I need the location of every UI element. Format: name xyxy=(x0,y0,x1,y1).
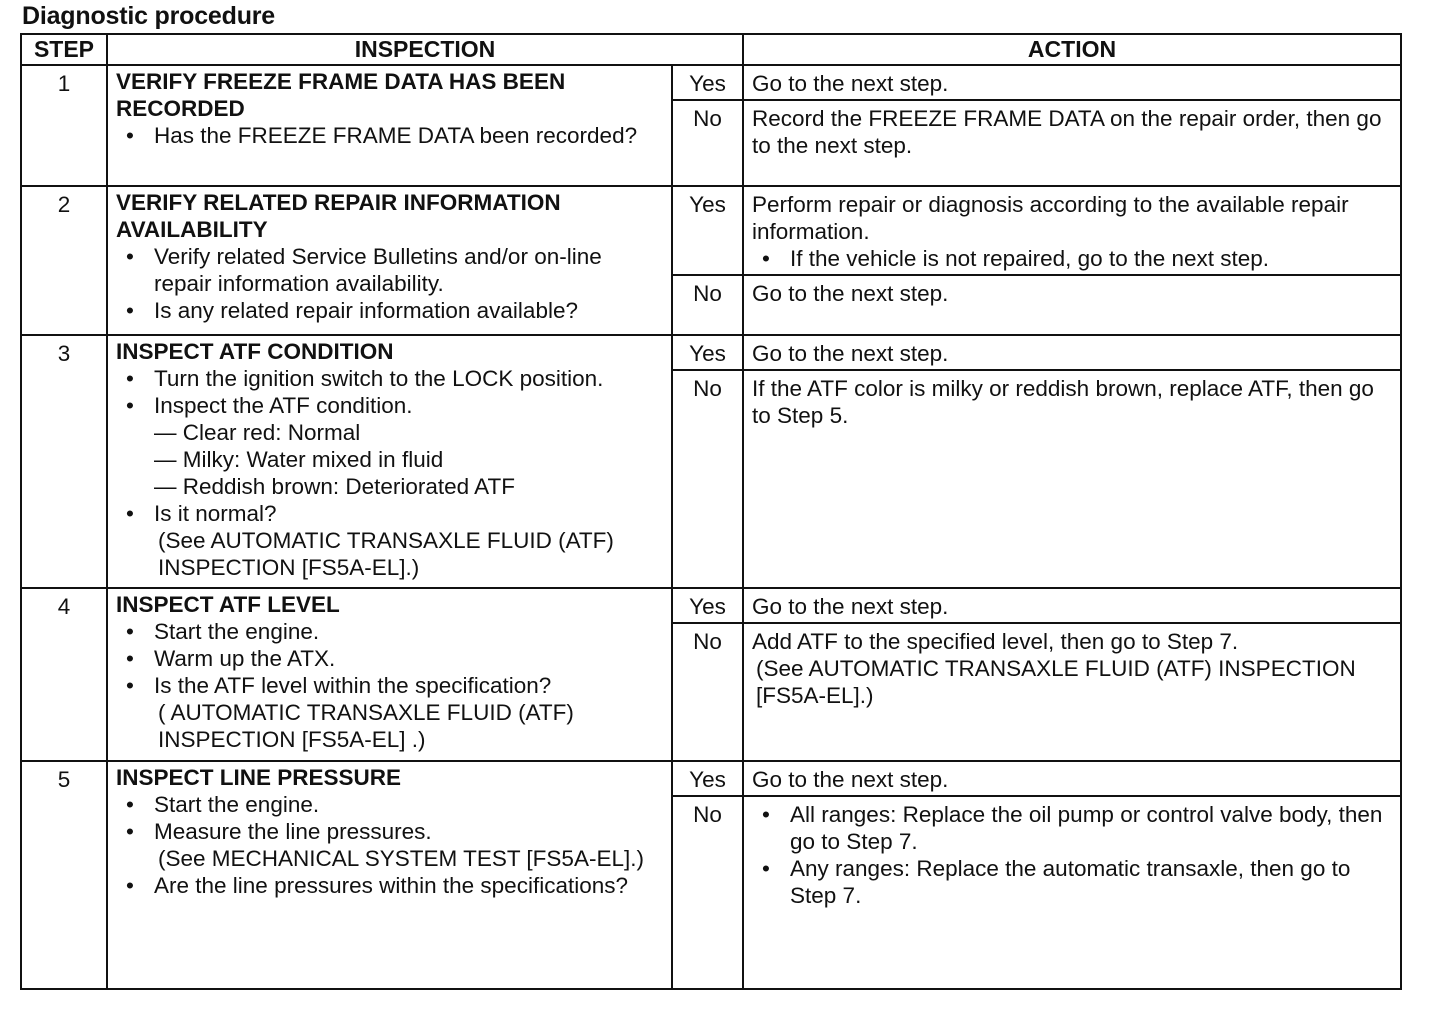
answer-no: No xyxy=(672,370,743,588)
header-step: STEP xyxy=(21,34,107,65)
action-no: Record the FREEZE FRAME DATA on the repair order, then go to the next step. xyxy=(743,100,1401,186)
step-number: 3 xyxy=(21,335,107,588)
inspection-title: VERIFY RELATED REPAIR INFORMATION AVAILABILITY xyxy=(116,190,561,242)
action-bullet: • If the vehicle is not repaired, go to the next step. xyxy=(790,245,1394,272)
answer-no: No xyxy=(672,100,743,186)
inspection-bullet-text: Is it normal? xyxy=(154,501,277,526)
action-no: If the ATF color is milky or reddish brown, replace ATF, then go to Step 5. xyxy=(743,370,1401,588)
action-no xyxy=(743,796,1401,989)
condition-item: — Milky: Water mixed in fluid xyxy=(154,447,444,472)
step-number: 4 xyxy=(21,588,107,761)
inspection-title: INSPECT ATF LEVEL xyxy=(116,592,340,617)
inspection-title: INSPECT ATF CONDITION xyxy=(116,339,394,364)
action-bullet: • Any ranges: Replace the automatic transaxle, then go to Step 7. xyxy=(790,855,1394,909)
action-yes: Go to the next step. xyxy=(743,761,1401,796)
action-yes xyxy=(743,186,1401,275)
inspection-bullet: • Turn the ignition switch to the LOCK position. xyxy=(154,365,665,392)
answer-yes: Yes xyxy=(672,761,743,796)
action-no xyxy=(743,623,1401,761)
answer-yes: Yes xyxy=(672,588,743,623)
reference-note: ( AUTOMATIC TRANSAXLE FLUID (ATF) INSPECTION [FS5A-EL] .) xyxy=(158,700,574,752)
inspection-bullet: • Warm up the ATX. xyxy=(154,645,665,672)
action-yes: Go to the next step. xyxy=(743,588,1401,623)
page-title: Diagnostic procedure xyxy=(22,2,275,30)
inspection-bullet-text: Is the ATF level within the specification? xyxy=(154,673,552,698)
inspection-cell xyxy=(107,335,672,588)
inspection-cell xyxy=(107,761,672,989)
reference-note: (See MECHANICAL SYSTEM TEST [FS5A-EL].) xyxy=(158,846,644,871)
inspection-cell xyxy=(107,588,672,761)
step-number: 2 xyxy=(21,186,107,335)
answer-yes: Yes xyxy=(672,65,743,100)
action-text: Add ATF to the specified level, then go to Step 7. xyxy=(752,629,1239,654)
inspection-bullet: • Is any related repair information available? xyxy=(154,297,665,324)
action-no: Go to the next step. xyxy=(743,275,1401,335)
inspection-cell xyxy=(107,65,672,186)
header-action: ACTION xyxy=(743,34,1401,65)
inspection-bullet-text: Inspect the ATF condition. xyxy=(154,393,413,418)
inspection-bullet xyxy=(154,818,665,872)
answer-yes: Yes xyxy=(672,186,743,275)
inspection-bullet: • Verify related Service Bulletins and/or on-line repair information availability. xyxy=(154,243,665,297)
action-text: Perform repair or diagnosis according to the available repair information. xyxy=(752,192,1349,244)
inspection-bullet: • Start the engine. xyxy=(154,618,665,645)
inspection-bullet xyxy=(154,672,665,753)
condition-item: — Clear red: Normal xyxy=(154,420,361,445)
inspection-bullet: • Start the engine. xyxy=(154,791,665,818)
inspection-bullet-text: Measure the line pressures. xyxy=(154,819,432,844)
step-row xyxy=(21,335,1401,370)
step-number: 5 xyxy=(21,761,107,989)
step-number: 1 xyxy=(21,65,107,186)
step-row xyxy=(21,186,1401,275)
action-yes: Go to the next step. xyxy=(743,335,1401,370)
inspection-bullet xyxy=(154,500,665,581)
header-row xyxy=(21,34,1401,65)
condition-item: — Reddish brown: Deteriorated ATF xyxy=(154,474,515,499)
answer-no: No xyxy=(672,275,743,335)
reference-note: (See AUTOMATIC TRANSAXLE FLUID (ATF) INSPECTION [FS5A-EL].) xyxy=(158,528,614,580)
answer-yes: Yes xyxy=(672,335,743,370)
inspection-bullet: • Are the line pressures within the specifications? xyxy=(154,872,665,899)
inspection-bullet xyxy=(154,392,665,500)
inspection-bullet: • Has the FREEZE FRAME DATA been recorded? xyxy=(154,122,665,149)
answer-no: No xyxy=(672,796,743,989)
reference-note: (See AUTOMATIC TRANSAXLE FLUID (ATF) INSPECTION [FS5A-EL].) xyxy=(756,656,1356,708)
diagnostic-table xyxy=(20,33,1402,990)
inspection-title: INSPECT LINE PRESSURE xyxy=(116,765,402,790)
header-inspection: INSPECTION xyxy=(107,34,743,65)
inspection-cell xyxy=(107,186,672,335)
step-row xyxy=(21,761,1401,796)
inspection-title: VERIFY FREEZE FRAME DATA HAS BEEN RECORDED xyxy=(116,69,566,121)
action-yes: Go to the next step. xyxy=(743,65,1401,100)
answer-no: No xyxy=(672,623,743,761)
action-bullet: • All ranges: Replace the oil pump or control valve body, then go to Step 7. xyxy=(790,801,1394,855)
step-row xyxy=(21,588,1401,623)
step-row xyxy=(21,65,1401,100)
